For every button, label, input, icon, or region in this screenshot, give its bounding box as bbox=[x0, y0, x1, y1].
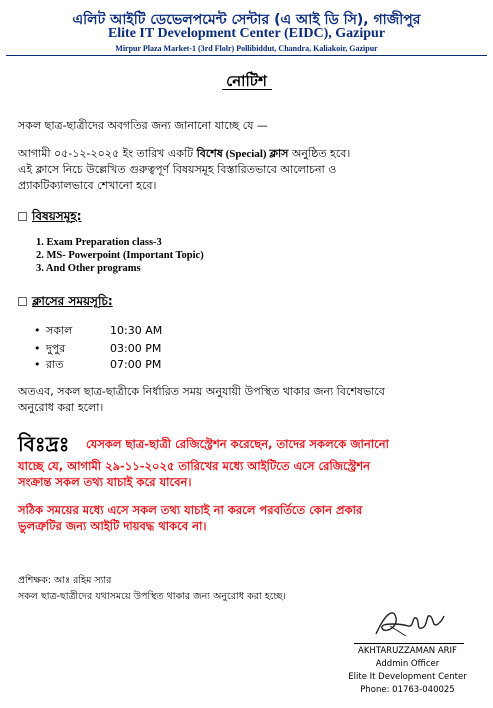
signatory-role: Addmin Officer bbox=[375, 659, 440, 669]
announcement-line-1 bbox=[18, 146, 483, 162]
special-english: (Special) bbox=[222, 148, 270, 160]
closing-text bbox=[18, 384, 483, 416]
checkbox-icon bbox=[18, 297, 27, 306]
instructor-text: প্রশিক্ষক: আঃ রহিম স্যার bbox=[18, 575, 112, 586]
schedule-item-night bbox=[34, 356, 161, 375]
schedule-heading bbox=[18, 293, 113, 313]
bullet: • bbox=[34, 342, 41, 355]
closing-line-1: অতএব, সকল ছাত্র-ছাত্রীকে নির্ধারিত সময় অনুযায়ী উপস্থিত থাকার জন্য বিশেষভাবে bbox=[18, 385, 385, 398]
class-word: ক্লাস bbox=[269, 147, 289, 160]
attendance-request: সকল ছাত্র-ছাত্রীদের যথাসময়ে উপস্থিত থাকার জন্য অনুরোধ করা হচ্ছে। bbox=[18, 591, 286, 602]
special-word: বিশেষ bbox=[196, 147, 223, 160]
schedule-label: রাত bbox=[46, 358, 64, 371]
note-label: বিঃদ্রঃ bbox=[18, 432, 70, 456]
announcement-part-1: আগামী ০৫-১২-২০২৫ ইং তারিখ একটি bbox=[18, 147, 197, 160]
topics-heading-label: বিষয়সমূহ: bbox=[32, 209, 82, 223]
note-line-1: যেসকল ছাত্র-ছাত্রী রেজিস্ট্রেশন করেছেন, তাদের সকলকে জানানো bbox=[86, 437, 389, 451]
notice-title: নোটিশ bbox=[226, 72, 267, 90]
org-address: Mirpur Plaza Market-1 (3rd Flolr) Pollibiddut, Chandra, Kaliakoir, Gazipur bbox=[115, 44, 378, 53]
note-line-5: ভুলত্রুটির জন্য আইটি দায়বদ্ধ থাকবে না। bbox=[18, 519, 207, 533]
signatory-phone: Phone: 01763-040025 bbox=[360, 685, 455, 695]
intro-text: সকল ছাত্র-ছাত্রীদের অবগতির জন্য জানানো যাচ্ছে যে — bbox=[18, 119, 268, 132]
bullet: • bbox=[34, 324, 41, 337]
signature-line bbox=[354, 643, 464, 644]
closing-line-2: অনুরোধ করা হলো। bbox=[18, 401, 104, 414]
announcement-line-2: এই ক্লাসে নিচে উল্লেখিত গুরুত্বপূর্ণ বিষয়সমূহ বিস্তারিতভাবে আলোচনা ও bbox=[18, 163, 337, 176]
schedule-item-morning bbox=[34, 322, 162, 341]
schedule-time: 10:30 AM bbox=[110, 324, 163, 337]
header-divider bbox=[6, 55, 487, 56]
signature-scribble bbox=[372, 604, 447, 642]
topics-heading bbox=[18, 208, 82, 228]
schedule-time: 07:00 PM bbox=[110, 358, 162, 371]
note-line-2: যাচ্ছে যে, আগামী ২৯-১১-২০২৫ তারিখের মধ্যে আইটিতে এসে রেজিস্ট্রেশন bbox=[18, 459, 371, 473]
checkbox-icon bbox=[18, 212, 27, 221]
note-line-4: সঠিক সময়ের মধ্যে এসে সকল তথ্য যাচাই না করলে পরবর্তিতে কোন প্রকার bbox=[18, 503, 363, 517]
note-line-3: সংক্রান্ত সকল তথ্য যাচাই করে যাবেন। bbox=[18, 475, 192, 489]
schedule-label: সকাল bbox=[46, 324, 73, 337]
list-item: 2. MS- Powerpoint (Important Topic) bbox=[36, 250, 204, 261]
title-underline bbox=[222, 89, 272, 90]
topics-list bbox=[36, 236, 204, 275]
schedule-time: 03:00 PM bbox=[110, 342, 162, 355]
org-name-english: Elite IT Development Center (EIDC), Gazipur bbox=[107, 26, 386, 41]
signatory-org: Elite It Development Center bbox=[348, 672, 467, 682]
signatory-name: AKHTARUZZAMAN ARIF bbox=[358, 646, 457, 656]
list-item: 3. And Other programs bbox=[36, 263, 141, 274]
announcement-line-3: প্র্যাকটিক্যালভাবে শেখানো হবে। bbox=[18, 179, 157, 192]
org-name-bengali: এলিট আইটি ডেভেলপমেন্ট সেন্টার (এ আই ডি সি), গাজীপুর bbox=[72, 12, 421, 28]
list-item: 1. Exam Preparation class-3 bbox=[36, 237, 162, 248]
schedule-label: দুপুর bbox=[46, 342, 66, 355]
bullet: • bbox=[34, 358, 41, 371]
schedule-heading-label: ক্লাসের সময়সূচি: bbox=[32, 294, 113, 308]
announcement-part-2: অনুষ্ঠিত হবে। bbox=[288, 147, 351, 160]
announcement bbox=[18, 146, 483, 194]
